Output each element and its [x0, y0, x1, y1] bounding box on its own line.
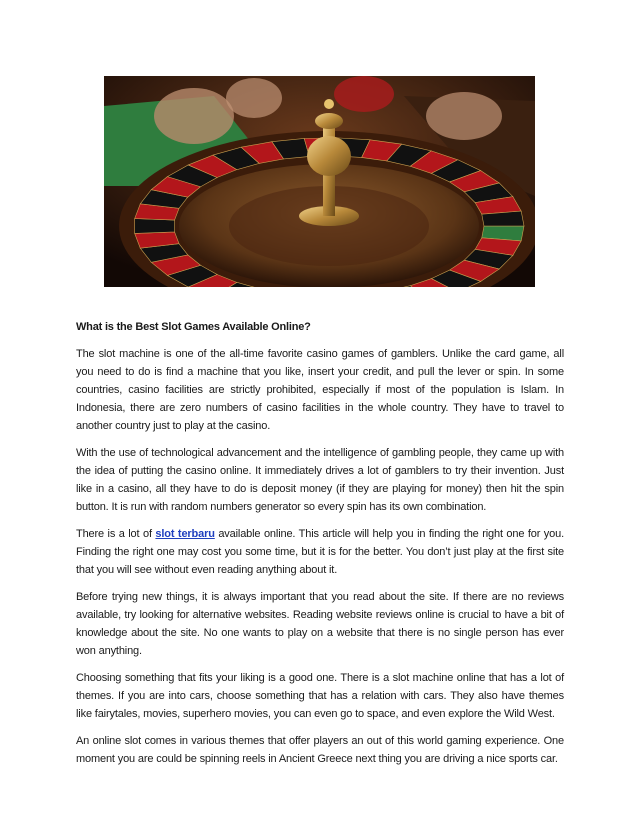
roulette-photo	[104, 76, 535, 287]
paragraph-6: An online slot comes in various themes that offer players an out of this world gaming experience. One moment you are could be spinning reels in Ancient Greece next thing you are driving a nice sports car.	[76, 735, 564, 765]
turret-knob	[324, 99, 334, 109]
player-hand	[154, 88, 234, 144]
paragraph-5: Choosing something that fits your liking is a good one. There is a slot machine online that has a lot of themes. If you are into cars, choose something that has a relation with cars. They also have themes like fairytales, movies, superhero movies, you can even go to space, and even explore the Wild West.	[76, 672, 564, 720]
paragraph-3	[76, 525, 564, 579]
slot-terbaru-link[interactable]: slot terbaru	[155, 528, 215, 540]
turret-bulb	[307, 136, 351, 176]
paragraph-2: With the use of technological advancement and the intelligence of gambling people, they came up with the idea of putting the casino online. It immediately drives a lot of gamblers to try their invention. Just like in a casino, all they have to do is deposit money (if they are playing for money) then hit the spin button. It is run with random numbers generator so every spin has its own combination.	[76, 447, 564, 513]
turret-cap	[315, 113, 343, 129]
player-hand	[226, 78, 282, 118]
article	[76, 318, 564, 777]
paragraph-3-rest: available online. This article will help you in finding the right one for you. Finding the right one may cost you some time, but it is for the better. You don’t just play at the first site that you will see without even reading anything about it.	[76, 528, 564, 576]
player-hand	[426, 92, 502, 140]
player-sleeve	[334, 76, 394, 112]
article-heading: What is the Best Slot Games Available Online?	[76, 321, 311, 333]
paragraph-1: The slot machine is one of the all-time favorite casino games of gamblers. Unlike the card game, all you need to do is find a machine that you like, insert your credit, and pull the lever or spin. In some countries, casino facilities are strictly prohibited, especially if most of the population is Islam. In Indonesia, there are zero numbers of casino facilities in the whole country. They have to travel to another country just to play at the casino.	[76, 348, 564, 432]
paragraph-4: Before trying new things, it is always important that you read about the site. If there are no reviews available, try looking for alternative websites. Reading website reviews online is crucial to have a bit of knowledge about the site. No one wants to play on a website that there is no single person has ever won anything.	[76, 591, 564, 657]
paragraph-3-lead: There is a lot of	[76, 528, 156, 540]
wheel-pocket	[135, 219, 175, 234]
roulette-illustration	[104, 76, 535, 287]
